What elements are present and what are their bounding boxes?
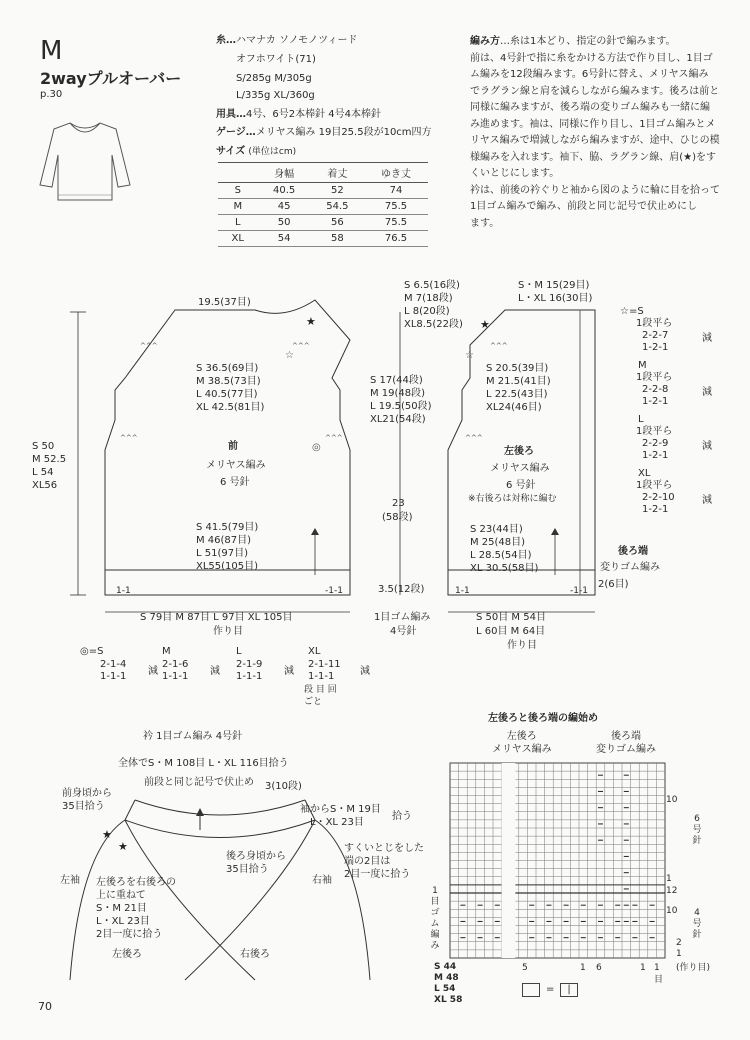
gauge-line: ゲージ…メリヤス編み 19目25.5段が10cm四方 [216, 127, 432, 138]
back-chest-width: S 23(44目) M 25(48目) L 28.5(54目) XL 30.5(58目) [470, 524, 539, 574]
front-needle: 6 号針 [220, 477, 250, 488]
yarn-amount-2: L/335g XL/360g [236, 90, 315, 101]
size-table-header: ゆき丈 [364, 163, 428, 183]
size-table-cell: 52 [311, 183, 364, 199]
size-table-header: 身幅 [258, 163, 311, 183]
chart-right-label: 後ろ端 変りゴム編み [596, 731, 656, 755]
back-cast-on-label: 作り目 [507, 640, 537, 651]
page-number: 70 [38, 1000, 52, 1013]
svg-text:^^^: ^^^ [140, 342, 158, 350]
decrease-step: 2-2-8 [642, 384, 669, 395]
instruction-line: 様編みを入れます。袖下、脇、ラグラン線、肩(★)をす [470, 151, 716, 163]
size-table-cell: 50 [258, 215, 311, 231]
chart-col: 1 [640, 963, 646, 973]
dec-s: 2-1-4 1-1-1 [100, 659, 127, 682]
page-reference: p.30 [40, 89, 63, 100]
chart-col: 1 [654, 963, 660, 973]
double-circle-icon: ◎ [312, 442, 321, 453]
back-label: 左後ろ [504, 446, 534, 457]
instruction-line: み進めます。袖は、同様に作り目し、1目ゴム編みとメ [470, 118, 716, 130]
star-outline-icon: ☆ [285, 350, 294, 361]
collar-front-pick: 前身頃から 35目拾う [62, 788, 112, 812]
decrease-legend-circle: ◎=S [80, 646, 104, 657]
instruction-line: 1目ゴム編みで編み、前段と同じ記号で伏止めにし [470, 201, 697, 212]
size-table-cell: 75.5 [364, 215, 428, 231]
decrease-step: 1-2-1 [642, 396, 669, 407]
size-table-header: 着丈 [311, 163, 364, 183]
collar-total: 全体でS・M 108目 L・XL 116目拾う [118, 758, 289, 769]
chart-gap [502, 763, 516, 958]
rib-height: 3.5(12段) [378, 584, 425, 595]
decrease-step: 2-2-9 [642, 438, 669, 449]
decrease-step: 2-2-7 [642, 330, 669, 341]
chart-col: 1 [580, 963, 586, 973]
rib-mark: -1-1 [570, 586, 588, 596]
rib-mark: 1-1 [455, 586, 470, 596]
chart-col: 6 [596, 963, 602, 973]
instruction-line: 同様に編みますが、後ろ端の変りゴム編みも一緒に編 [470, 102, 710, 113]
size-table-row [218, 199, 428, 215]
size-heading: サイズ (単位はcm) [216, 146, 297, 157]
dec-mark: 減 [284, 666, 294, 677]
collar-rows: 3(10段) [265, 781, 302, 792]
collar-sleeve-pick: 袖からS・M 19目 L・XL 23目 [300, 804, 381, 828]
rib-needle: 4号針 [390, 626, 417, 637]
legend-blank-symbol [522, 983, 540, 997]
size-table-cell: 56 [311, 215, 364, 231]
back-cast-on-2: L 60目 M 64目 [476, 626, 546, 637]
front-neck-width: S 36.5(69目) M 38.5(73目) L 40.5(77目) XL 42.5(81目) [196, 363, 265, 413]
instruction-line: ます。 [470, 217, 500, 229]
front-stitch: メリヤス編み [206, 460, 266, 471]
size-table-cell: 58 [311, 231, 364, 247]
instruction-line: 前は、4号針で指に糸をかける方法で作り目し、1目ゴ [470, 52, 713, 64]
svg-text:^^^: ^^^ [325, 434, 343, 442]
rib-name: 1目ゴム編み [374, 612, 431, 623]
size-table-cell: 75.5 [364, 199, 428, 215]
decrease-step: L [638, 414, 644, 425]
size-table-cell: XL [218, 231, 258, 247]
instruction-line: でラグラン線と肩を減らしながら編みます。後ろは前と [470, 85, 720, 97]
chart-start-marks: 2 1 [676, 938, 682, 959]
collar-sleeve-pick-end: 拾う [392, 811, 412, 822]
neck-rows: S 6.5(16段) M 7(18段) L 8(20段) XL8.5(22段) [404, 280, 463, 330]
front-label: 前 [228, 441, 238, 452]
decrease-step: 1-2-1 [642, 342, 669, 353]
collar-seam-note: すくいとじをした 端の2目は 2目一度に拾う [344, 843, 424, 880]
tools-line: 用具…4号、6号2本棒針 4号4本棒針 [216, 109, 381, 120]
collar-back-pick: 後ろ身頃から 35目拾う [226, 851, 286, 875]
yarn-color: オフホワイト(71) [236, 54, 316, 65]
decrease-step: 1段平ら [636, 426, 673, 437]
back-edge-count: 2(6目) [598, 579, 629, 590]
instruction-line: ム編みを12段編みます。6号針に替え、メリヤス編み [470, 69, 709, 80]
star-icon: ★ [306, 315, 316, 328]
chart-row-10b: 10 [666, 906, 678, 916]
left-sleeve-label: 左袖 [60, 875, 80, 886]
dec-l-label: L [236, 646, 242, 657]
size-table-row [218, 231, 428, 247]
chart-col: 5 [522, 963, 528, 973]
front-cast-on: S 79目 M 87目 L 97目 XL 105目 [140, 612, 293, 623]
body-rows: (58段) [382, 512, 413, 523]
star-outline-icon: ☆ [465, 350, 474, 361]
size-table-cell: 54.5 [311, 199, 364, 215]
dec-m: 2-1-6 1-1-1 [162, 659, 189, 682]
dec-legend-cols: 段 目 回 [304, 685, 337, 695]
sweater-sketch [30, 105, 140, 205]
collar-overlap-note: 左後ろを右後ろの 上に重ねて S・M 21目 L・XL 23目 2目一度に拾う [96, 877, 176, 940]
instruction-line: リヤス編みで増減しながら編みますが、途中、ひじの模 [470, 135, 720, 146]
instructions: 編み方…糸は1本どり、指定の針で編みます。 前は、4号針で指に糸をかける方法で作り目し、1目ゴ ム編みを12段編みます。6号針に替え、メリヤス編み でラグラン線と肩を減らしながら編みます。後ろは前と 同様に編みますが、後ろ端の変りゴム編みも一緒に編 み進めます。袖は、同様に作り目し、1目ゴム編みとメ リヤス編みで増減しながら編みますが、途中、ひじの模 様編みを入れます。袖下、脇、ラグラン線、肩(★)をす くいとじにします。 衿は、前後の衿ぐりと袖から図のように輪に目を拾って 1目ゴム編みで編み、前段と同じ記号で伏止めにし ます。 [470, 34, 740, 232]
dec-mark: 減 [702, 333, 712, 344]
dec-mark: 減 [702, 441, 712, 452]
legend-knit-symbol: | [560, 983, 578, 997]
dec-xl: 2-1-11 1-1-1 [308, 659, 341, 682]
front-chest-width: S 41.5(79目) M 46(87目) L 51(97目) XL55(105目) [196, 522, 259, 572]
dec-legend-note: ごと [304, 697, 323, 707]
right-sleeve-label: 右袖 [312, 875, 332, 886]
decrease-step: 2-2-10 [642, 492, 675, 503]
chart-needle-6: 6 号 針 [692, 814, 702, 846]
collar-bind-off: 前段と同じ記号で伏止め [144, 777, 254, 788]
front-shoulder: 19.5(37目) [198, 297, 251, 308]
front-height: S 50 M 52.5 L 54 XL56 [32, 441, 67, 491]
dec-mark: 減 [702, 387, 712, 398]
decrease-step: 1段平ら [636, 318, 673, 329]
chart-col-unit: 目 [654, 975, 664, 985]
decrease-step: M [638, 360, 647, 371]
right-back-label: 右後ろ [240, 949, 270, 960]
instruction-line: くいとじにします。 [470, 168, 560, 179]
size-table-cell: L [218, 215, 258, 231]
dec-xl-label: XL [308, 646, 321, 657]
svg-text:^^^: ^^^ [465, 434, 483, 442]
back-needle: 6 号針 [506, 480, 536, 491]
dec-mark: 減 [210, 666, 220, 677]
chart-rib-label: 1 目 ゴ ム 編 み [430, 886, 440, 951]
legend-equals: = [546, 984, 555, 995]
chart-needle-4: 4 号 針 [692, 908, 702, 940]
yarn-line: 糸…ハマナカ ソノモノツィード [216, 35, 358, 46]
decrease-step: 1段平ら [636, 480, 673, 491]
rib-mark: 1-1 [116, 586, 131, 596]
size-table-header [218, 163, 258, 183]
size-table-cell: 45 [258, 199, 311, 215]
page-title: 2wayプルオーバー [40, 69, 182, 88]
svg-text:^^^: ^^^ [292, 342, 310, 350]
instruction-line: 衿は、前後の衿ぐりと袖から図のように輪に目を拾って [470, 184, 720, 196]
back-edge-stitch: 変りゴム編み [600, 562, 660, 573]
size-table-cell: 76.5 [364, 231, 428, 247]
svg-text:^^^: ^^^ [120, 434, 138, 442]
size-table-cell: 54 [258, 231, 311, 247]
svg-text:^^^: ^^^ [490, 342, 508, 350]
back-top: S・M 15(29目) L・XL 16(30目) [518, 280, 593, 304]
chart-row-12: 12 [666, 886, 678, 896]
size-table-cell: 40.5 [258, 183, 311, 199]
dec-mark: 減 [360, 666, 370, 677]
decrease-step: XL [638, 468, 651, 479]
chart-sizes: S 44 M 48 L 54 XL 58 [434, 962, 463, 1005]
decrease-step: 1段平ら [636, 372, 673, 383]
dec-mark: 減 [702, 495, 712, 506]
back-stitch: メリヤス編み [490, 463, 550, 474]
front-cast-on-label: 作り目 [213, 626, 243, 637]
back-edge-title: 後ろ端 [618, 546, 648, 557]
size-table-row [218, 183, 428, 199]
size-table-cell: M [218, 199, 258, 215]
decrease-step: 1-2-1 [642, 504, 669, 515]
left-back-label: 左後ろ [112, 949, 142, 960]
back-note: ※右後ろは対称に編む [468, 494, 557, 504]
dec-mark: 減 [148, 666, 158, 677]
yarn-amount-1: S/285g M/305g [236, 73, 312, 84]
size-table [218, 162, 428, 247]
dec-m-label: M [162, 646, 171, 657]
chart-cast-on: (作り目) [676, 963, 711, 973]
stitch-chart [445, 758, 678, 968]
rib-mark: -1-1 [325, 586, 343, 596]
body-length: 23 [392, 498, 405, 509]
chart-row-1: 1 [666, 874, 672, 884]
star-icon: ★ [480, 318, 490, 331]
back-cast-on-1: S 50目 M 54目 [476, 612, 546, 623]
chart-left-label: 左後ろ メリヤス編み [492, 731, 552, 755]
size-table-cell: S [218, 183, 258, 199]
decrease-legend-star: ☆=S [620, 306, 644, 317]
pattern-letter: M [40, 36, 63, 66]
dec-l: 2-1-9 1-1-1 [236, 659, 263, 682]
raglan-rows: S 17(44段) M 19(48段) L 19.5(50段) XL21(54段) [370, 375, 432, 425]
back-neck-width: S 20.5(39目) M 21.5(41目) L 22.5(43目) XL24(46目) [486, 363, 551, 413]
chart-title: 左後ろと後ろ端の編始め [488, 713, 598, 724]
star-icon: ★ [118, 840, 128, 853]
collar-title: 衿 1目ゴム編み 4号針 [143, 731, 243, 742]
star-icon: ★ [102, 828, 112, 841]
size-table-row [218, 215, 428, 231]
chart-row-10: 10 [666, 795, 678, 805]
decrease-step: 1-2-1 [642, 450, 669, 461]
size-table-cell: 74 [364, 183, 428, 199]
